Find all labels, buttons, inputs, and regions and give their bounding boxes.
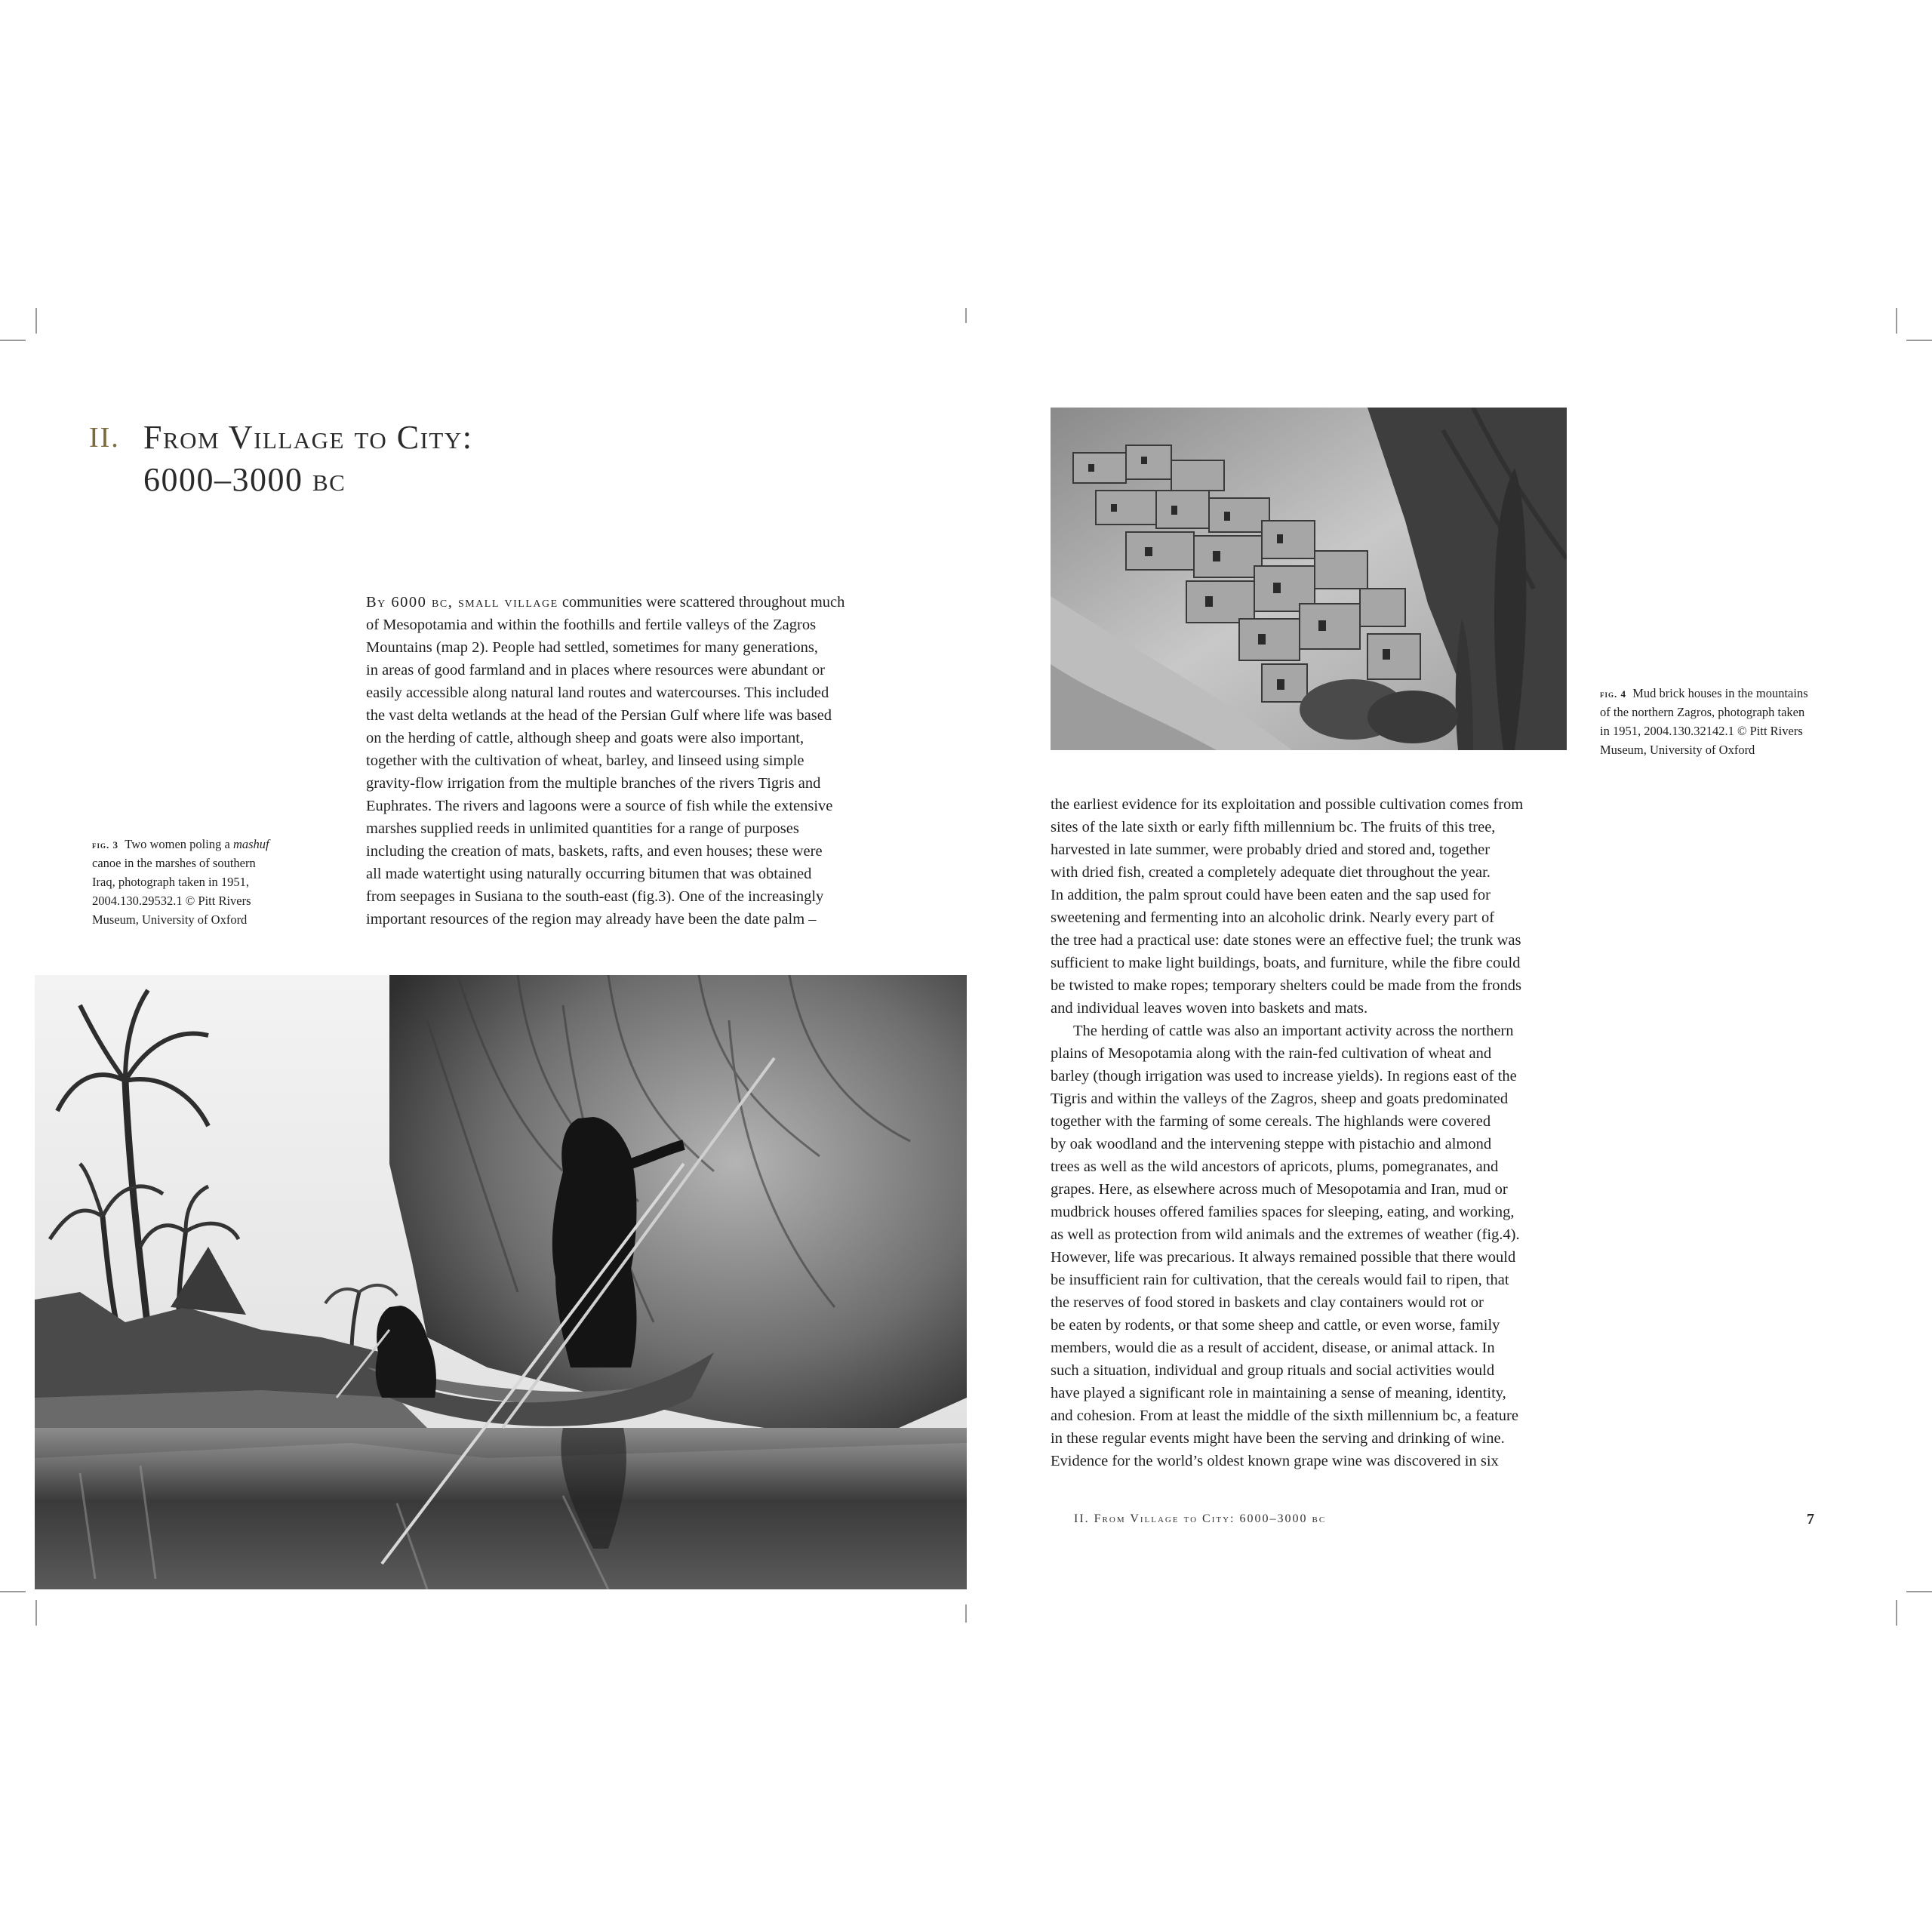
crop-mark xyxy=(1906,340,1932,341)
text-line: together with the cultivation of wheat, barley, and linseed using simple xyxy=(366,752,804,769)
text-line: from seepages in Susiana to the south-east (fig.3). One of the increasingly xyxy=(366,888,824,905)
text-line: plains of Mesopotamia along with the rain-fed cultivation of wheat and xyxy=(1051,1045,1492,1062)
text-line: mudbrick houses offered families spaces for sleeping, eating, and working, xyxy=(1051,1204,1515,1220)
text-line: Mountains (map 2). People had settled, sometimes for many generations, xyxy=(366,639,818,656)
text-line: Euphrates. The rivers and lagoons were a source of fish while the extensive xyxy=(366,798,833,814)
text-line: grapes. Here, as elsewhere across much of Mesopotamia and Iran, mud or xyxy=(1051,1181,1508,1198)
text-line: By 6000 bc, small village communities were scattered throughout much xyxy=(366,594,845,611)
figure-4-photo xyxy=(1051,408,1567,750)
text-line: be eaten by rodents, or that some sheep and cattle, or even worse, family xyxy=(1051,1317,1500,1334)
text-line: sufficient to make light buildings, boats, and furniture, while the fibre could xyxy=(1051,955,1521,971)
text-line: in these regular events might have been the serving and drinking of wine. xyxy=(1051,1430,1505,1447)
figure-label: fig. 3 xyxy=(92,839,119,851)
text-line: be twisted to make ropes; temporary shelters could be made from the fronds xyxy=(1051,977,1521,994)
chapter-number: II. xyxy=(89,422,120,454)
text-line: harvested in late summer, were probably dried and stored and, together xyxy=(1051,841,1491,858)
text-line: have played a significant role in maintaining a sense of meaning, identity, xyxy=(1051,1385,1506,1401)
page-number: 7 xyxy=(1807,1511,1814,1527)
text-line: including the creation of mats, baskets, rafts, and even houses; these were xyxy=(366,843,823,860)
text-line: The herding of cattle was also an important activity across the northern xyxy=(1073,1023,1514,1039)
text-line: gravity-flow irrigation from the multiple branches of the rivers Tigris and xyxy=(366,775,821,792)
figure-3-photo xyxy=(35,975,967,1589)
text-line: the earliest evidence for its exploitation and possible cultivation comes from xyxy=(1051,796,1524,813)
body-column-left xyxy=(366,591,887,931)
chapter-title xyxy=(143,417,472,501)
text-line: Tigris and within the valleys of the Zagros, sheep and goats predominated xyxy=(1051,1091,1509,1107)
text-line: and individual leaves woven into baskets and mats. xyxy=(1051,1000,1368,1017)
text-line: marshes supplied reeds in unlimited quantities for a range of purposes xyxy=(366,820,799,837)
text-line: the tree had a practical use: date stones were an effective fuel; the trunk was xyxy=(1051,932,1521,949)
text-line: with dried fish, created a completely adequate diet throughout the year. xyxy=(1051,864,1491,881)
crop-mark xyxy=(35,308,37,334)
text-line: the vast delta wetlands at the head of the Persian Gulf where life was based xyxy=(366,707,832,724)
text-line: However, life was precarious. It always remained possible that there would xyxy=(1051,1249,1516,1266)
text-line: of Mesopotamia and within the foothills and fertile valleys of the Zagros xyxy=(366,617,817,633)
chapter-title-line2: 6000–3000 bc xyxy=(143,461,346,498)
text-line: all made watertight using naturally occurring bitumen that was obtained xyxy=(366,866,812,882)
lead-in-small-caps: By 6000 bc, small village xyxy=(366,594,558,611)
text-line: on the herding of cattle, although sheep and goats were also important, xyxy=(366,730,804,746)
text-line: In addition, the palm sprout could have been eaten and the sap used for xyxy=(1051,887,1491,903)
text-line: together with the farming of some cereals. The highlands were covered xyxy=(1051,1113,1491,1130)
crop-mark xyxy=(1896,1600,1897,1626)
crop-mark xyxy=(1896,308,1897,334)
text-line: the reserves of food stored in baskets and clay containers would rot or xyxy=(1051,1294,1484,1311)
figure-3-caption: fig. 3 Two women poling a mashuf canoe in the marshes of southern Iraq, photograph taken in 1951, 2004.130.29532.1 © Pitt Rivers Museum, University of Oxford xyxy=(92,837,269,927)
crop-mark xyxy=(965,308,967,323)
figure-label: fig. 4 xyxy=(1600,688,1627,700)
text-line: Evidence for the world’s oldest known grape wine was discovered in six xyxy=(1051,1453,1499,1469)
text-line: easily accessible along natural land routes and watercourses. This included xyxy=(366,685,829,701)
crop-mark xyxy=(0,1591,26,1592)
text-line: as well as protection from wild animals and the extremes of weather (fig.4). xyxy=(1051,1226,1520,1243)
crop-mark xyxy=(35,1600,37,1626)
text-line: in areas of good farmland and in places where resources were abundant or xyxy=(366,662,825,678)
figure-4-caption: fig. 4 Mud brick houses in the mountains of the northern Zagros, photograph taken in 1951, 2004.130.32142.1 © Pitt Rivers Museum, University of Oxford xyxy=(1600,686,1808,757)
text-line: barley (though irrigation was used to increase yields). In regions east of the xyxy=(1051,1068,1517,1084)
text-line: sweetening and fermenting into an alcoholic drink. Nearly every part of xyxy=(1051,909,1495,926)
text-line: members, would die as a result of accident, disease, or animal attack. In xyxy=(1051,1340,1495,1356)
crop-mark xyxy=(965,1604,967,1623)
crop-mark xyxy=(0,340,26,341)
chapter-title-line1: From Village to City: xyxy=(143,419,473,456)
body-column-right xyxy=(1051,793,1564,1472)
text-line: sites of the late sixth or early fifth millennium bc. The fruits of this tree, xyxy=(1051,819,1496,835)
text-line: by oak woodland and the intervening steppe with pistachio and almond xyxy=(1051,1136,1492,1152)
crop-mark xyxy=(1906,1591,1932,1592)
text-line: and cohesion. From at least the middle of the sixth millennium bc, a feature xyxy=(1051,1407,1518,1424)
text-line: be insufficient rain for cultivation, that the cereals would fail to ripen, that xyxy=(1051,1272,1509,1288)
text-line: trees as well as the wild ancestors of apricots, plums, pomegranates, and xyxy=(1051,1158,1499,1175)
text-line: important resources of the region may already have been the date palm – xyxy=(366,911,817,928)
text-line: such a situation, individual and group rituals and social activities would xyxy=(1051,1362,1495,1379)
running-head: II. From Village to City: 6000–3000 bc xyxy=(1074,1512,1327,1525)
